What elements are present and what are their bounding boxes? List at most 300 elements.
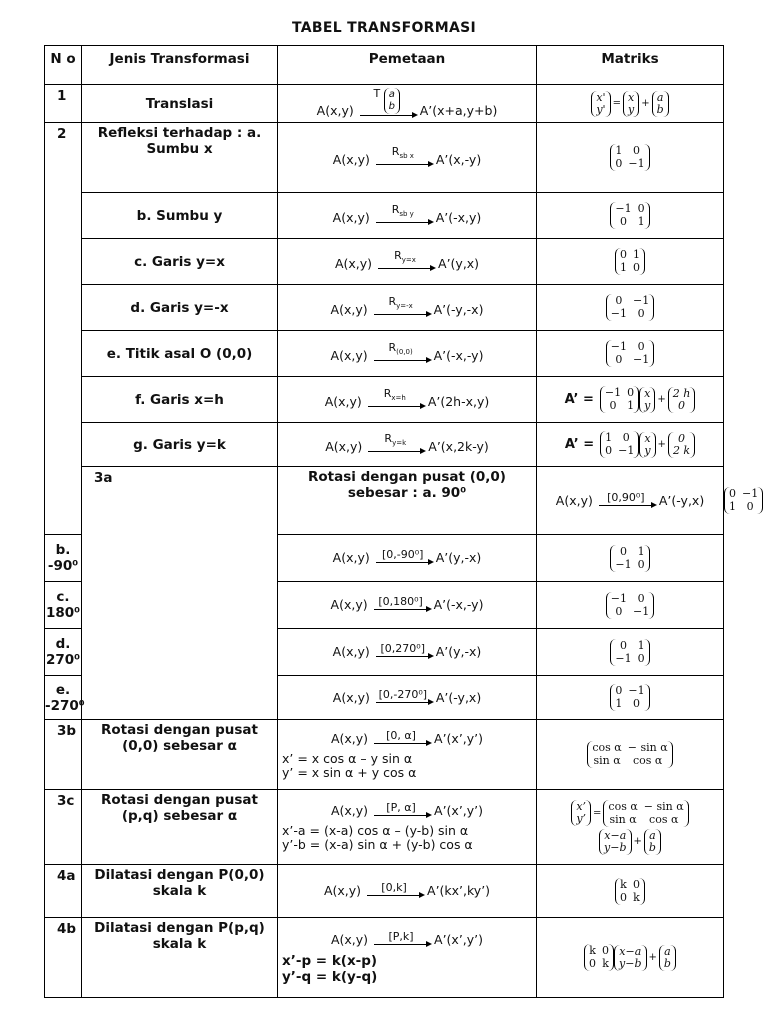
matrix-cell bbox=[537, 193, 724, 239]
transformation-matrix-entry: k bbox=[620, 877, 627, 891]
matrix-stack bbox=[537, 800, 723, 855]
source-point: A(x,y) bbox=[316, 102, 354, 118]
transformation-matrix bbox=[724, 487, 763, 514]
mapping-arrow bbox=[599, 492, 653, 510]
offset-vector-entry: a bbox=[656, 90, 664, 104]
image-point: A’(y,x) bbox=[438, 255, 480, 271]
arrow-label bbox=[378, 596, 422, 608]
formula-line: x’-a = (x-a) cos α – (y-b) sin α bbox=[282, 823, 469, 838]
transformation-matrix-entry: 0 bbox=[633, 144, 640, 157]
transformation-matrix-entry: 1 bbox=[615, 697, 623, 710]
matrix-cell bbox=[537, 582, 724, 629]
row-number: 3a bbox=[82, 467, 278, 720]
plus-sign: + bbox=[648, 952, 657, 963]
transformation-matrix bbox=[584, 944, 614, 971]
mapping-cell bbox=[278, 239, 537, 285]
transformation-name: Dilatasi dengan P(0,0) skala k bbox=[82, 865, 278, 918]
matrix-cell bbox=[537, 720, 724, 790]
table-row bbox=[45, 720, 724, 790]
transformation-matrix bbox=[610, 202, 649, 229]
mapping-cell bbox=[278, 85, 537, 123]
image-point: A’(-y,x) bbox=[658, 492, 705, 508]
table-row bbox=[45, 377, 724, 423]
transformation-matrix-entry: 0 bbox=[615, 684, 623, 697]
point-vector-entry: y−b bbox=[619, 956, 642, 970]
arrow-label bbox=[386, 730, 416, 742]
mapping bbox=[278, 802, 536, 820]
point-vector-entry: x−a bbox=[619, 944, 642, 958]
transformation-name: b. -90⁰ bbox=[45, 535, 82, 582]
mapping-cell bbox=[278, 193, 537, 239]
mapping-arrow bbox=[378, 250, 432, 272]
lhs-vector-entry: x’ bbox=[576, 800, 587, 813]
arrow-line-icon bbox=[374, 944, 428, 945]
mapping-cell bbox=[278, 720, 537, 790]
formula-block bbox=[278, 824, 536, 852]
matrix-expression bbox=[606, 294, 654, 321]
plus-sign: + bbox=[633, 836, 642, 847]
transformation-name: d. 270⁰ bbox=[45, 629, 82, 676]
arrow-line-icon bbox=[368, 406, 422, 407]
transformation-matrix-entry: −1 bbox=[615, 651, 632, 665]
transformation-matrix-entry: 0 bbox=[615, 604, 623, 618]
transformation-table bbox=[44, 45, 759, 998]
mapping-arrow bbox=[374, 730, 428, 748]
arrow-line-icon bbox=[376, 702, 430, 703]
arrow-line-icon bbox=[374, 609, 428, 610]
transformation-matrix-entry: − sin α bbox=[643, 799, 684, 813]
lhs-vector-entry: y’ bbox=[576, 812, 587, 825]
offset-vector bbox=[668, 387, 696, 413]
offset-vector-entry: 0 bbox=[678, 398, 686, 412]
mapping-cell bbox=[278, 676, 537, 720]
transformation-matrix-entry: k bbox=[633, 890, 640, 904]
transformation-name: Refleksi terhadap : a. Sumbu x bbox=[82, 123, 278, 193]
image-point: A’(y,-x) bbox=[435, 644, 482, 659]
point-vector bbox=[599, 829, 631, 855]
image-point: A’(-x,y) bbox=[435, 209, 482, 225]
mapping bbox=[278, 643, 536, 661]
transformation-matrix-entry: 0 bbox=[637, 591, 645, 605]
arrow-label bbox=[392, 204, 414, 220]
matrix-expression-line2 bbox=[599, 829, 661, 855]
arrow-line-icon bbox=[376, 562, 430, 563]
image-point: A’(x’,y’) bbox=[434, 730, 484, 746]
row-number: 3b bbox=[45, 720, 82, 790]
matrix-expression bbox=[587, 741, 672, 768]
image-point: A’(-x,-y) bbox=[433, 597, 484, 612]
transformation-matrix-entry: 0 bbox=[622, 431, 630, 444]
source-point: A(x,y) bbox=[334, 255, 373, 271]
transformation-matrix-entry: −1 bbox=[628, 684, 645, 697]
mapping bbox=[278, 931, 536, 949]
transformation-matrix bbox=[600, 431, 639, 458]
mapping-arrow bbox=[376, 689, 430, 707]
transformation-matrix-entry: 0 bbox=[620, 544, 627, 558]
matrix-cell bbox=[537, 535, 724, 582]
source-point: A(x,y) bbox=[324, 393, 362, 409]
image-point: A’(-x,-y) bbox=[433, 347, 484, 363]
mapping-arrow bbox=[374, 342, 428, 364]
transformation-matrix-entry: 0 bbox=[620, 638, 627, 652]
matrix-cell bbox=[537, 423, 724, 467]
table-row bbox=[45, 193, 724, 239]
mapping-arrow bbox=[374, 296, 428, 318]
offset-vector bbox=[659, 945, 676, 971]
arrow-label bbox=[381, 882, 406, 894]
matrix-expression bbox=[591, 91, 668, 117]
transformation-name: Rotasi dengan pusat (0,0) sebesar : a. 90⁰ bbox=[278, 467, 537, 535]
arrow-label-text: [0,270⁰] bbox=[380, 642, 425, 655]
mapping bbox=[278, 433, 536, 455]
transformation-name: Translasi bbox=[82, 85, 278, 123]
row-number: 4a bbox=[45, 865, 82, 918]
arrow-label-text: R bbox=[388, 295, 397, 309]
mapping-arrow bbox=[367, 882, 421, 900]
source-point: A(x,y) bbox=[332, 689, 370, 705]
formula-block bbox=[278, 752, 536, 780]
matrix-expression bbox=[610, 144, 649, 171]
transformation-matrix-entry: 0 bbox=[609, 399, 617, 412]
point-vector-entry: y bbox=[644, 398, 651, 412]
transformation-name: f. Garis x=h bbox=[82, 377, 278, 423]
transformation-matrix bbox=[587, 741, 672, 768]
transformation-matrix bbox=[610, 545, 649, 572]
page-title: TABEL TRANSFORMASI bbox=[292, 20, 476, 36]
header-no: N o bbox=[45, 46, 82, 85]
image-point: A’(-y,x) bbox=[435, 689, 482, 705]
equals-sign: = bbox=[612, 98, 621, 109]
transformation-matrix-entry: 1 bbox=[637, 215, 645, 228]
mapping bbox=[278, 689, 536, 707]
transformation-matrix-entry: sin α bbox=[609, 812, 637, 826]
transformation-matrix-entry: 0 bbox=[605, 444, 613, 457]
transformation-matrix-entry: 0 bbox=[633, 261, 640, 274]
matrix-expression bbox=[610, 545, 649, 572]
plus-sign: + bbox=[657, 394, 666, 405]
matrix-expression bbox=[584, 944, 676, 971]
arrow-label-text: [P,k] bbox=[388, 929, 414, 943]
transformation-matrix-entry: −1 bbox=[633, 604, 650, 618]
arrow-label-subscript: y=x bbox=[401, 256, 416, 265]
arrow-label-subscript: sb y bbox=[399, 210, 414, 219]
formula-block bbox=[278, 953, 536, 985]
mapping-cell bbox=[278, 629, 537, 676]
mapping-arrow bbox=[374, 931, 428, 949]
mapping-arrow bbox=[368, 433, 422, 455]
mapping bbox=[278, 204, 536, 226]
offset-vector-entry: b bbox=[663, 956, 671, 970]
point-vector bbox=[623, 91, 639, 117]
source-point: A(x,y) bbox=[330, 803, 369, 818]
transformation-matrix-entry: 0 bbox=[637, 651, 645, 665]
mapping-arrow bbox=[376, 549, 430, 567]
mapping bbox=[278, 250, 536, 272]
point-vector-entry: x bbox=[627, 90, 635, 104]
transformation-matrix-entry: 1 bbox=[605, 431, 613, 444]
mapping-arrow bbox=[360, 88, 414, 120]
image-point: A’(2h-x,y) bbox=[427, 393, 490, 409]
arrow-line-icon bbox=[599, 505, 653, 506]
table-row bbox=[45, 423, 724, 467]
source-point: A(x,y) bbox=[332, 550, 370, 565]
arrow-label bbox=[379, 689, 427, 701]
mapping-arrow bbox=[374, 596, 428, 614]
transformation-matrix-entry: k bbox=[589, 944, 596, 957]
matrix-cell bbox=[537, 285, 724, 331]
table-row bbox=[45, 790, 724, 865]
transformation-matrix-entry: 0 bbox=[615, 157, 623, 170]
formula-line: y’-b = (x-a) sin α + (y-b) cos α bbox=[282, 837, 473, 852]
transformation-matrix-entry: −1 bbox=[742, 487, 759, 500]
arrow-label-text: [0,90⁰] bbox=[607, 490, 645, 504]
matrix-prefix: A’ = bbox=[564, 437, 595, 452]
table-row bbox=[45, 123, 724, 193]
offset-vector-entry: 2 k bbox=[672, 443, 691, 457]
arrow-label bbox=[607, 492, 645, 504]
image-point: A’(-y,-x) bbox=[433, 301, 484, 317]
arrow-label-subscript: sb x bbox=[399, 152, 414, 161]
transformation-matrix-entry: −1 bbox=[604, 386, 622, 399]
arrow-label bbox=[373, 88, 400, 114]
transformation-matrix-entry: cos α bbox=[608, 799, 638, 813]
mapping-cell bbox=[278, 535, 537, 582]
arrow-label bbox=[394, 250, 416, 266]
transformation-matrix-entry: 0 bbox=[729, 487, 736, 500]
image-point: A’(kx’,ky’) bbox=[427, 883, 491, 898]
lhs-vector-entry: x' bbox=[596, 90, 606, 104]
matrix-expression bbox=[610, 639, 649, 666]
matrix-cell bbox=[537, 123, 724, 193]
transformation-name: g. Garis y=k bbox=[82, 423, 278, 467]
table-row bbox=[45, 467, 724, 535]
transformation-name: e. Titik asal O (0,0) bbox=[82, 331, 278, 377]
transformation-matrix-entry: 0 bbox=[637, 307, 645, 320]
formula-line: y’-q = k(y-q) bbox=[282, 968, 378, 985]
arrow-label bbox=[381, 643, 425, 655]
plus-sign: + bbox=[657, 439, 666, 450]
mapping-arrow bbox=[376, 146, 430, 168]
matrix-expression bbox=[571, 800, 688, 827]
arrow-label bbox=[382, 549, 423, 561]
transformation-matrix bbox=[600, 386, 639, 413]
matrix-expression bbox=[606, 592, 654, 619]
source-point: A(x,y) bbox=[332, 644, 370, 659]
transformation-matrix-entry: −1 bbox=[610, 307, 627, 320]
mapping bbox=[278, 730, 536, 748]
transformation-matrix-entry: 0 bbox=[620, 890, 627, 904]
transformation-matrix-entry: 0 bbox=[589, 957, 597, 970]
source-point: A(x,y) bbox=[330, 347, 368, 363]
matrix-cell bbox=[537, 918, 724, 998]
matrix-cell bbox=[537, 676, 724, 720]
row-number: 2 bbox=[45, 123, 82, 535]
arrow-line-icon bbox=[360, 115, 414, 116]
arrow-label-text: R bbox=[384, 432, 393, 446]
transformation-matrix-entry: − sin α bbox=[627, 741, 668, 754]
mapping-cell bbox=[278, 918, 537, 998]
arrow-label-text: R bbox=[388, 341, 397, 355]
plus-sign: + bbox=[641, 98, 650, 109]
arrow-label-text: [0,-270⁰] bbox=[378, 687, 428, 701]
arrow-line-icon bbox=[376, 164, 430, 165]
point-vector-entry: x bbox=[644, 431, 651, 445]
point-vector bbox=[614, 945, 646, 971]
transformation-matrix bbox=[610, 144, 649, 171]
formula-line: x’ = x cos α – y sin α bbox=[282, 750, 413, 766]
image-point: A’(x,-y) bbox=[435, 151, 482, 167]
arrow-line-icon bbox=[376, 222, 430, 223]
arrow-line-icon bbox=[378, 268, 432, 269]
source-point: A(x,y) bbox=[330, 730, 369, 746]
mapping-cell bbox=[278, 582, 537, 629]
mapping bbox=[278, 549, 536, 567]
transformation-matrix-entry: cos α bbox=[633, 754, 663, 767]
mapping-cell bbox=[537, 467, 724, 535]
mapping-cell bbox=[278, 865, 537, 918]
translation-vector-entry: b bbox=[388, 100, 396, 112]
transformation-matrix-entry: 0 bbox=[637, 340, 645, 353]
arrow-line-icon bbox=[374, 360, 428, 361]
arrow-line-icon bbox=[374, 815, 428, 816]
mapping bbox=[278, 88, 536, 120]
offset-vector bbox=[644, 829, 661, 855]
transformation-name: d. Garis y=-x bbox=[82, 285, 278, 331]
transformation-matrix-entry: 1 bbox=[633, 248, 640, 261]
arrow-label bbox=[386, 802, 415, 814]
transformation-matrix-entry: −1 bbox=[633, 294, 650, 307]
row-number: 4b bbox=[45, 918, 82, 998]
point-vector-entry: y bbox=[627, 102, 635, 116]
transformation-matrix-entry: cos α bbox=[592, 741, 622, 754]
transformation-matrix bbox=[606, 340, 654, 367]
source-point: A(x,y) bbox=[330, 301, 368, 317]
transformation-matrix bbox=[615, 248, 645, 275]
transformation-name: c. Garis y=x bbox=[82, 239, 278, 285]
source-point: A(x,y) bbox=[330, 931, 369, 947]
image-point: A’(y,-x) bbox=[435, 550, 482, 565]
translation-vector bbox=[384, 88, 400, 114]
point-vector-entry: y−b bbox=[604, 840, 627, 854]
arrow-label bbox=[388, 931, 413, 943]
transformation-matrix-entry: 0 bbox=[627, 386, 635, 399]
source-point: A(x,y) bbox=[325, 438, 363, 454]
mapping-cell bbox=[278, 790, 537, 865]
matrix-expression bbox=[565, 386, 696, 413]
transformation-matrix-entry: 0 bbox=[615, 294, 623, 307]
offset-vector-entry: b bbox=[648, 840, 656, 854]
transformation-matrix bbox=[603, 800, 688, 827]
arrow-line-icon bbox=[376, 656, 430, 657]
transformation-matrix-entry: −1 bbox=[610, 340, 627, 353]
formula-line: y’ = x sin α + y cos α bbox=[282, 764, 417, 780]
matrix-cell bbox=[537, 865, 724, 918]
transformation-matrix bbox=[606, 294, 654, 321]
mapping-arrow bbox=[376, 204, 430, 226]
transformation-matrix-entry: −1 bbox=[615, 557, 632, 571]
matrix-expression bbox=[606, 340, 654, 367]
matrix-cell bbox=[537, 377, 724, 423]
mapping-cell bbox=[278, 423, 537, 467]
arrow-label bbox=[392, 146, 414, 162]
arrow-label-text: R bbox=[394, 249, 402, 263]
arrow-label-text: [0, α] bbox=[386, 728, 416, 742]
transformation-matrix bbox=[610, 639, 649, 666]
transformation-matrix-entry: 1 bbox=[615, 144, 623, 157]
offset-vector-entry: 0 bbox=[678, 431, 686, 445]
source-point: A(x,y) bbox=[555, 492, 593, 508]
mapping-arrow bbox=[368, 388, 422, 410]
translation-vector-entry: a bbox=[388, 88, 395, 100]
offset-vector bbox=[652, 91, 669, 117]
point-vector-entry: x bbox=[644, 386, 651, 400]
mapping-arrow bbox=[376, 643, 430, 661]
mapping-cell bbox=[278, 377, 537, 423]
mapping bbox=[278, 882, 536, 900]
matrix-prefix: A’ = bbox=[564, 392, 594, 407]
arrow-label-text: T bbox=[373, 86, 381, 100]
arrow-label-text: R bbox=[391, 145, 400, 159]
image-point: A’(x’,y’) bbox=[434, 931, 484, 947]
transformation-matrix-entry: 0 bbox=[637, 557, 645, 571]
transformation-matrix-entry: −1 bbox=[633, 353, 650, 366]
lhs-vector bbox=[591, 91, 610, 117]
lhs-vector bbox=[571, 800, 591, 826]
arrow-line-icon bbox=[374, 743, 428, 744]
transformation-matrix bbox=[610, 684, 649, 711]
row-number: 3c bbox=[45, 790, 82, 865]
matrix-expression bbox=[615, 878, 645, 905]
transformation-matrix-entry: 0 bbox=[620, 248, 627, 261]
row-number: 1 bbox=[45, 85, 82, 123]
matrix-cell bbox=[537, 85, 724, 123]
header-row bbox=[45, 46, 724, 85]
point-vector-entry: y bbox=[644, 443, 651, 457]
mapping bbox=[278, 342, 536, 364]
transformation-matrix bbox=[615, 878, 645, 905]
arrow-label-subscript: y=k bbox=[392, 439, 407, 448]
transformation-matrix-entry: −1 bbox=[610, 591, 627, 605]
arrow-label-subscript: y=-x bbox=[396, 302, 413, 311]
matrix-cell bbox=[537, 331, 724, 377]
header-pemetaan: Pemetaan bbox=[278, 46, 537, 85]
matrix-expression bbox=[724, 487, 763, 514]
transformation-matrix-entry: 0 bbox=[620, 215, 627, 228]
offset-vector bbox=[668, 432, 695, 458]
image-point: A’(x,2k-y) bbox=[428, 438, 489, 454]
table-row bbox=[45, 331, 724, 377]
transformation-name: Rotasi dengan pusat (0,0) sebesar α bbox=[82, 720, 278, 790]
transformation-matrix-entry: k bbox=[602, 957, 609, 970]
image-point: A’(x’,y’) bbox=[434, 803, 484, 818]
arrow-label-text: R bbox=[383, 387, 392, 401]
transformation-matrix-entry: 0 bbox=[633, 697, 640, 710]
header-jenis: Jenis Transformasi bbox=[82, 46, 278, 85]
offset-vector-entry: 2 h bbox=[672, 386, 691, 400]
arrow-label-text: [0,k] bbox=[381, 881, 407, 894]
transformation-matrix-entry: 1 bbox=[729, 500, 736, 513]
mapping bbox=[278, 388, 536, 410]
matrix-expression bbox=[610, 684, 649, 711]
transformation-name: e. -270⁰ bbox=[45, 676, 82, 720]
transformation-matrix-entry: 0 bbox=[615, 353, 623, 366]
transformation-matrix-entry: 1 bbox=[627, 399, 635, 412]
transformation-matrix-entry: 0 bbox=[633, 877, 640, 891]
arrow-label bbox=[384, 433, 406, 449]
matrix-expression bbox=[610, 202, 649, 229]
arrow-label-text: [0,-90⁰] bbox=[382, 548, 424, 561]
source-point: A(x,y) bbox=[332, 209, 370, 225]
